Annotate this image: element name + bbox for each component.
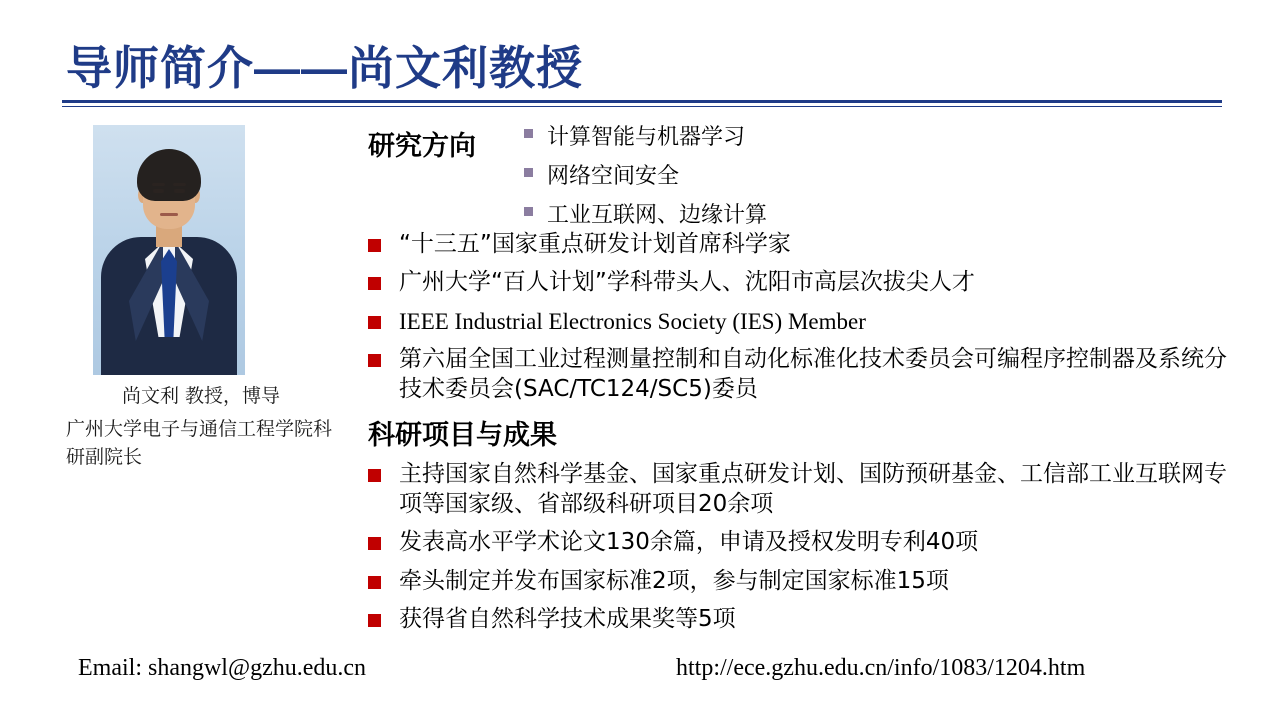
list-item <box>368 345 1248 404</box>
list-item <box>524 120 767 151</box>
research-directions-list <box>524 120 767 237</box>
square-bullet-icon <box>368 277 381 290</box>
list-item-label: 广州大学“百人计划”学科带头人、沈阳市高层次拔尖人才 <box>399 269 975 296</box>
list-item <box>524 159 767 190</box>
title-divider <box>62 100 1222 103</box>
list-item <box>524 198 767 229</box>
research-directions-label: 研究方向 <box>368 131 476 162</box>
caption-affiliation: 广州大学电子与通信工程学院科研副院长 <box>66 417 333 468</box>
projects-list <box>368 460 1248 634</box>
homepage-link[interactable]: http://ece.gzhu.edu.cn/info/1083/1204.htm <box>676 655 1086 681</box>
list-item-label: 发表高水平学术论文130余篇，申请及授权发明专利40项 <box>399 529 979 556</box>
list-item-label: 工业互联网、边缘计算 <box>547 203 768 228</box>
projects-section-title: 科研项目与成果 <box>368 420 557 452</box>
portrait-brow-right <box>173 183 186 186</box>
portrait-eye-left <box>153 189 164 193</box>
contact-email: Email: shangwl@gzhu.edu.cn <box>78 655 367 681</box>
honors-list <box>368 230 1248 404</box>
list-item <box>368 567 1248 596</box>
square-bullet-icon <box>368 469 381 482</box>
title-divider-thin <box>62 106 1222 107</box>
research-directions-block <box>368 120 1248 230</box>
avatar <box>93 125 245 375</box>
list-item <box>368 307 1248 336</box>
square-bullet-icon <box>524 168 533 177</box>
list-item <box>368 230 1248 259</box>
list-item <box>368 460 1248 519</box>
list-item-label: 第六届全国工业过程测量控制和自动化标准化技术委员会可编程序控制器及系统分技术委员会(SAC/TC124/SC5)委员 <box>399 346 1227 402</box>
list-item-label: IEEE Industrial Electronics Society (IES) Member <box>399 308 866 334</box>
list-item-label: 网络空间安全 <box>547 164 680 189</box>
square-bullet-icon <box>368 576 381 589</box>
list-item <box>368 528 1248 557</box>
list-item <box>368 605 1248 634</box>
list-item-label: 主持国家自然科学基金、国家重点研发计划、国防预研基金、工信部工业互联网专项等国家级、省部级科研项目20余项 <box>399 461 1227 517</box>
square-bullet-icon <box>368 316 381 329</box>
list-item-label: 牵头制定并发布国家标准2项，参与制定国家标准15项 <box>399 567 949 594</box>
list-item-label: “十三五”国家重点研发计划首席科学家 <box>399 231 791 257</box>
portrait-mouth <box>160 213 178 216</box>
square-bullet-icon <box>524 129 533 138</box>
portrait-eye-right <box>174 189 185 193</box>
content-column <box>368 120 1248 643</box>
page-title: 导师简介——尚文利教授 <box>66 42 583 94</box>
caption-name-title: 尚文利 教授，博导 <box>121 385 281 407</box>
square-bullet-icon <box>368 537 381 550</box>
list-item-label: 计算智能与机器学习 <box>547 125 746 150</box>
square-bullet-icon <box>368 614 381 627</box>
list-item-label: 获得省自然科学技术成果奖等5项 <box>399 605 736 632</box>
square-bullet-icon <box>524 207 533 216</box>
portrait-hair <box>137 149 201 201</box>
list-item <box>368 268 1248 297</box>
portrait-brow-left <box>152 183 165 186</box>
square-bullet-icon <box>368 239 381 252</box>
square-bullet-icon <box>368 354 381 367</box>
avatar-caption <box>66 382 336 472</box>
